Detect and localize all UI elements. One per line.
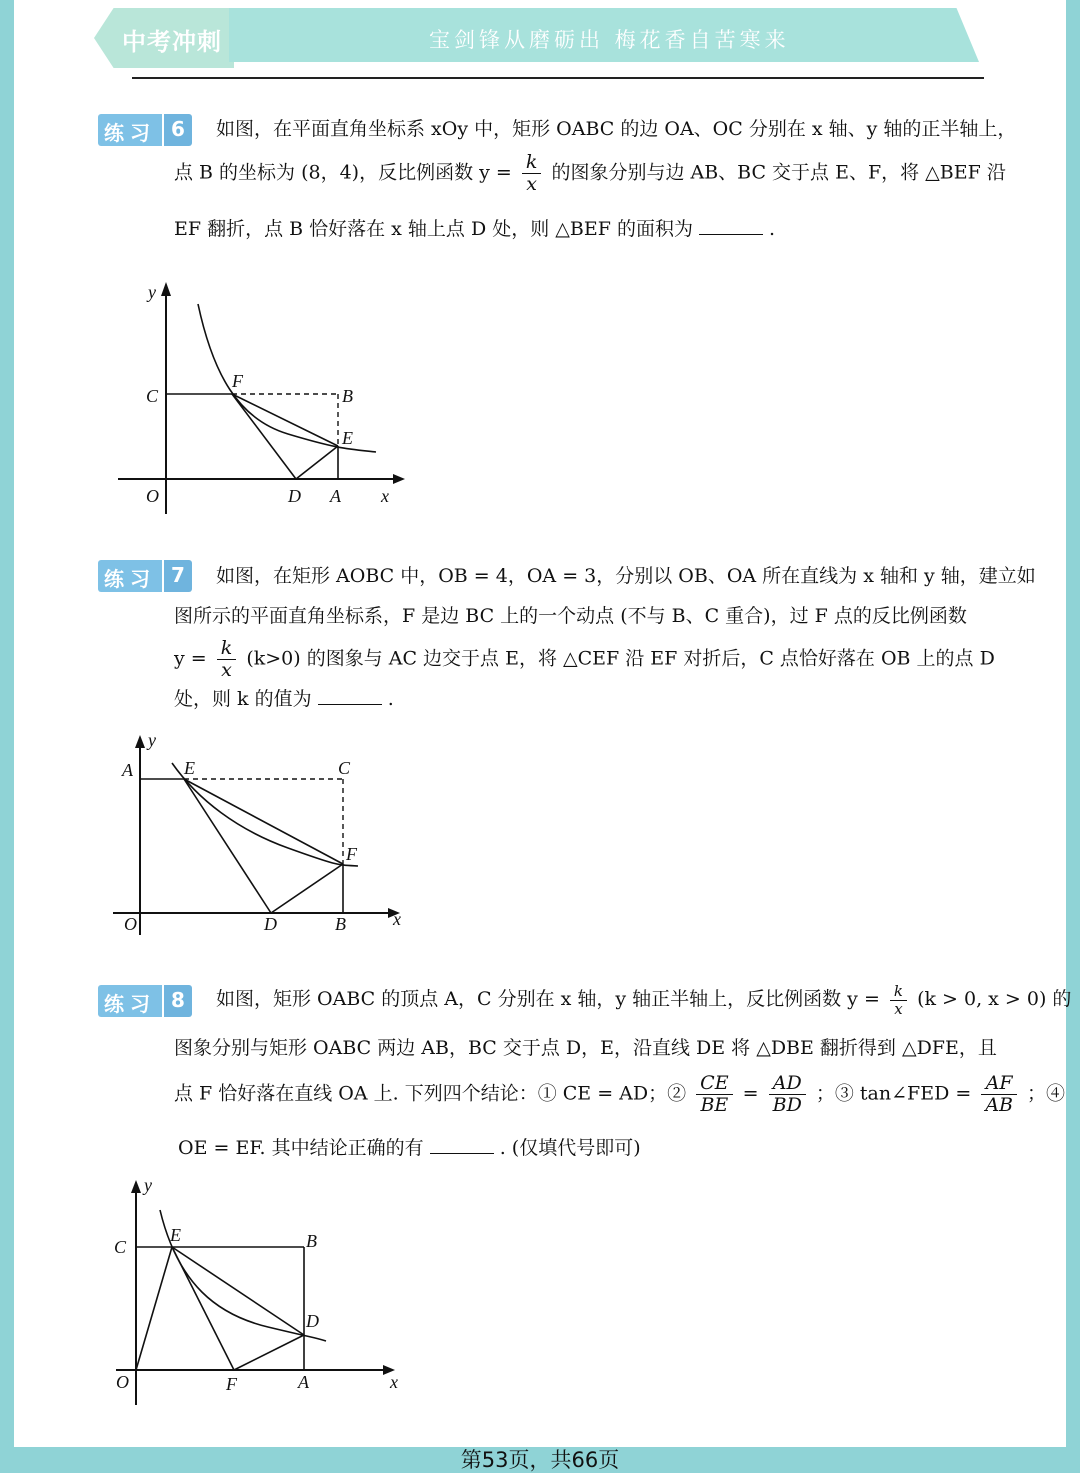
exercise-badge (98, 985, 192, 1017)
label-B: B (335, 914, 346, 934)
segment-EF (172, 1247, 234, 1370)
problem-text-line (178, 1137, 641, 1160)
fraction (981, 1073, 1017, 1116)
fraction-denominator: AB (981, 1094, 1017, 1116)
fraction-numerator: k (525, 151, 538, 173)
label-A: A (330, 486, 341, 506)
hyperbola-curve (160, 1210, 326, 1341)
page-header (14, 0, 1066, 80)
problem-text: y = (174, 647, 207, 670)
label-F: F (346, 844, 357, 864)
problem-text: ；③ tan∠FED = (815, 1082, 972, 1105)
label-F: F (232, 371, 243, 391)
exercise-6 (98, 114, 1017, 534)
badge-number: 6 (164, 114, 192, 146)
segment-EF (184, 779, 343, 864)
answer-blank (699, 234, 763, 235)
fraction-numerator: AF (985, 1072, 1013, 1094)
label-y: y (148, 730, 156, 750)
label-A: A (122, 760, 133, 780)
problem-text-line: 如图，在矩形 AOBC 中，OB = 4，OA = 3，分别以 OB、OA 所在直线为 x 轴和 y 轴，建立如 (216, 565, 1036, 587)
badge-label: 练习 (98, 114, 162, 146)
answer-blank (430, 1153, 494, 1154)
label-D: D (306, 1311, 319, 1331)
label-F: F (226, 1374, 237, 1394)
segment-DF (271, 864, 343, 913)
label-C: C (338, 758, 351, 778)
badge-number: 8 (164, 985, 192, 1017)
fraction-denominator: x (522, 173, 542, 195)
label-D: D (288, 486, 301, 506)
figure-exercise-7 (108, 730, 408, 945)
slogan-text: 宝剑锋从磨砺出 梅花香自苦寒来 (429, 28, 790, 52)
problem-text: 处，则 k 的值为 (174, 688, 312, 710)
segment-DE (296, 446, 338, 479)
fraction (696, 1073, 732, 1116)
label-E: E (342, 428, 353, 448)
problem-text-line: 如图，在平面直角坐标系 xOy 中，矩形 OABC 的边 OA、OC 分别在 x 轴、y 轴的正半轴上， (216, 118, 1017, 140)
badge-number: 7 (164, 560, 192, 592)
answer-blank (318, 704, 382, 705)
segment-ED (172, 1247, 304, 1335)
badge-label: 练习 (98, 985, 162, 1017)
y-axis-arrow (131, 1180, 141, 1193)
exercise-badge (98, 560, 192, 592)
problem-text-line (174, 1073, 1065, 1116)
figure-exercise-6 (108, 274, 408, 524)
fraction-denominator: x (217, 659, 237, 681)
label-y: y (148, 282, 156, 302)
document-page (14, 0, 1072, 1447)
x-axis-arrow (393, 474, 405, 484)
exercise-8 (98, 982, 1072, 1415)
exercise-badge (98, 114, 192, 146)
y-axis-arrow (161, 282, 171, 296)
problem-text-line (216, 983, 1071, 1017)
fraction-numerator: k (893, 982, 904, 1000)
problem-text-line (174, 688, 394, 711)
segment-FE (232, 394, 338, 446)
segment-FD (234, 1335, 304, 1370)
fraction-numerator: k (220, 637, 233, 659)
figure-exercise-8 (98, 1175, 408, 1410)
label-x: x (381, 486, 389, 506)
label-x: x (393, 909, 401, 929)
problem-text: . (769, 218, 776, 240)
problem-text: (k>0) 的图象与 AC 边交于点 E，将 △CEF 沿 EF 对折后，C 点恰好落在 OB 上的点 D (246, 647, 995, 670)
label-E: E (170, 1225, 181, 1245)
exercise-7 (98, 560, 1036, 950)
header-rule (132, 77, 984, 79)
label-B: B (306, 1231, 317, 1251)
fraction (890, 983, 907, 1017)
problem-text: = (742, 1082, 759, 1105)
problem-text: 点 F 恰好落在直线 OA 上. 下列四个结论：① CE = AD；② (174, 1082, 687, 1105)
problem-text-line: 图所示的平面直角坐标系，F 是边 BC 上的一个动点 (不与 B、C 重合)，过 F 点的反比例函数 (174, 605, 967, 627)
problem-text-line (174, 638, 995, 681)
segment-FD (232, 394, 296, 479)
problem-text: OE = EF. 其中结论正确的有 (178, 1137, 424, 1159)
segment-OE (136, 1247, 172, 1370)
label-B: B (342, 386, 353, 406)
label-y: y (144, 1175, 152, 1195)
fraction-numerator: CE (700, 1072, 729, 1094)
fraction (217, 638, 237, 681)
problem-text-line: 图象分别与矩形 OABC 两边 AB，BC 交于点 D，E，沿直线 DE 将 △DBE 翻折得到 △DFE，且 (174, 1037, 997, 1059)
label-x: x (390, 1372, 398, 1392)
problem-text-line (174, 152, 1006, 195)
problem-text: . (仅填代号即可) (499, 1137, 641, 1159)
label-A: A (298, 1372, 309, 1392)
problem-text: ；④ (1027, 1082, 1066, 1105)
problem-text: 点 B 的坐标为 (8，4)，反比例函数 y = (174, 161, 512, 184)
section-label: 中考冲刺 (122, 28, 222, 56)
label-E: E (184, 758, 195, 778)
problem-text: 如图，矩形 OABC 的顶点 A，C 分别在 x 轴，y 轴正半轴上，反比例函数 y = (216, 988, 880, 1010)
fraction-denominator: BE (696, 1094, 732, 1116)
fraction-denominator: x (890, 1000, 907, 1018)
badge-label: 练习 (98, 560, 162, 592)
fraction-numerator: AD (772, 1072, 802, 1094)
label-O: O (146, 486, 159, 506)
problem-text: (k > 0, x > 0) 的 (917, 988, 1072, 1010)
fraction (522, 152, 542, 195)
label-O: O (116, 1372, 129, 1392)
label-O: O (124, 914, 137, 934)
segment-ED (184, 779, 271, 913)
y-axis-arrow (135, 735, 145, 748)
problem-text-line (174, 218, 775, 241)
problem-text: 的图象分别与边 AB、BC 交于点 E、F，将 △BEF 沿 (551, 161, 1006, 184)
problem-text: EF 翻折，点 B 恰好落在 x 轴上点 D 处，则 △BEF 的面积为 (174, 218, 693, 240)
label-C: C (146, 386, 159, 406)
fraction (769, 1073, 806, 1116)
label-C: C (114, 1237, 127, 1257)
fraction-denominator: BD (769, 1094, 806, 1116)
problem-text: . (387, 688, 394, 710)
label-D: D (264, 914, 277, 934)
page-footer: 第53页，共66页 (460, 1448, 620, 1472)
